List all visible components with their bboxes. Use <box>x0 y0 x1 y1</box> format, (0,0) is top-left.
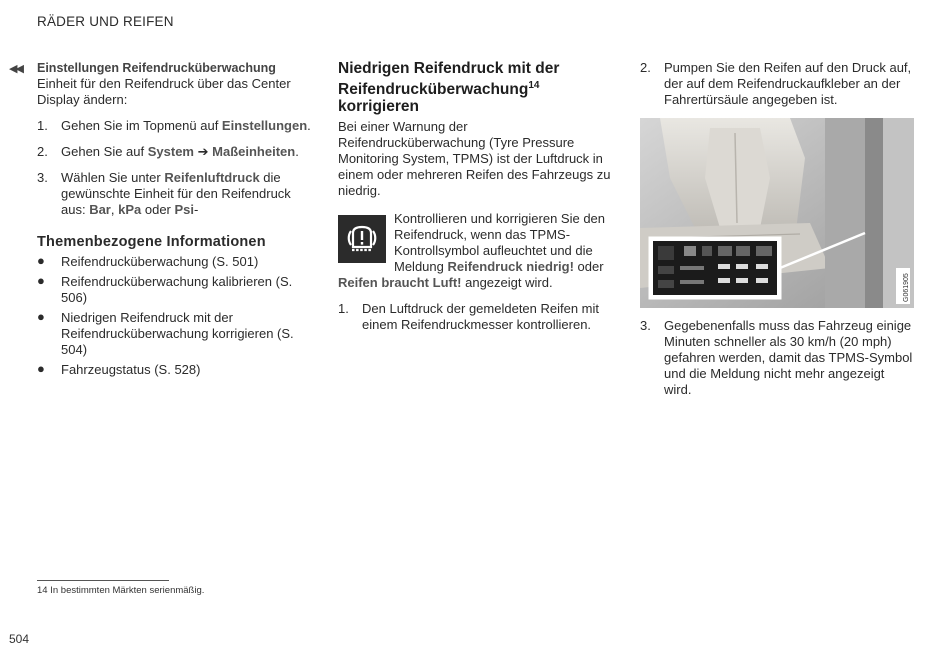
bullet-icon: ● <box>37 309 45 324</box>
back-arrows-icon[interactable]: ◀◀ <box>9 63 22 75</box>
footnote-ref: 14 <box>528 80 540 91</box>
image-code: G061905 <box>903 273 910 302</box>
related-link-text: Reifendrucküberwachung (S. 501) <box>61 254 259 269</box>
warning-text-part: Kontrollieren und korrigieren Sie den Reifendruck, wenn das TPMS-Kontrollsymbol aufleuchtet und die Meldung <box>394 211 606 275</box>
step-number: 1. <box>338 301 349 317</box>
step-text: oder <box>141 202 175 217</box>
footnote-number: 14 <box>37 585 48 596</box>
tpms-warning-icon <box>338 215 386 263</box>
related-link-text: Reifendrucküberwachung kalibrieren (S. 506) <box>61 274 293 305</box>
related-list <box>37 254 312 378</box>
step-text: Wählen Sie unter <box>61 170 165 185</box>
list-item <box>37 144 312 160</box>
section-title-text: Niedrigen Reifendruck mit der Reifendrucküberwachung <box>338 60 560 99</box>
related-info-heading: Themenbezogene Informationen <box>37 234 266 250</box>
bullet-icon: ● <box>37 253 45 268</box>
related-link[interactable] <box>37 274 312 306</box>
steps-list <box>338 301 613 333</box>
step-text: , <box>110 202 119 217</box>
list-item <box>37 118 312 134</box>
steps-list <box>640 60 915 108</box>
bullet-icon: ● <box>37 361 45 376</box>
menu-term: Maßeinheiten <box>212 144 296 159</box>
step-text: Gehen Sie im Topmenü auf <box>61 118 222 133</box>
related-link[interactable] <box>37 362 312 378</box>
message-term: Reifendruck niedrig! <box>447 259 574 275</box>
steps-list <box>640 318 915 398</box>
warning-text-part: oder <box>573 259 604 275</box>
arrow-right-icon: ➔ <box>197 144 209 159</box>
footnote-text: In bestimmten Märkten serienmäßig. <box>50 585 205 596</box>
warning-block <box>338 211 613 291</box>
related-link-text: Fahrzeugstatus (S. 528) <box>61 362 201 377</box>
footnote-divider <box>37 580 169 581</box>
menu-term: System <box>147 144 194 159</box>
warning-text-part: angezeigt wird. <box>461 275 553 291</box>
list-item <box>338 301 613 333</box>
step-text: die gewünschte Einheit für den Reifendruck aus: <box>61 170 291 217</box>
list-item <box>37 170 312 218</box>
step-number: 3. <box>37 170 48 185</box>
page-header: RÄDER UND REIFEN <box>37 14 174 29</box>
step-text: Gegebenenfalls muss das Fahrzeug einige Minuten schneller als 30 km/h (20 mph) gefahren werden, damit das TPMS-Symbol und die Meldung nicht mehr angezeigt wird. <box>664 318 913 397</box>
step-text: . <box>295 144 299 159</box>
step-number: 3. <box>640 318 651 333</box>
step-text: Pumpen Sie den Reifen auf den Druck auf, der auf dem Reifendruckaufkleber an der Fahrertürsäule angegeben ist. <box>664 60 912 107</box>
step-text: - <box>194 202 199 217</box>
steps-list <box>37 118 312 218</box>
step-text: . <box>307 118 311 133</box>
section-subhead: Einstellungen Reifendrucküberwachung <box>37 61 276 75</box>
related-link[interactable] <box>37 254 312 270</box>
column-2 <box>338 60 613 333</box>
message-term: Reifen braucht Luft! <box>338 275 462 291</box>
bullet-icon: ● <box>37 273 45 288</box>
related-link-text: Niedrigen Reifendruck mit der Reifendrucküberwachung korrigieren (S. 504) <box>61 310 294 357</box>
unit-option: kPa <box>118 202 142 217</box>
intro-text: Bei einer Warnung der Reifendrucküberwachung (Tyre Pressure Monitoring System, TPMS) ist der Luftdruck in einem oder mehreren Reifen des Fahrzeugs zu niedrig. <box>338 119 611 199</box>
list-item <box>640 60 915 108</box>
related-link[interactable] <box>37 310 312 358</box>
tire-pressure-label-photo <box>640 118 914 308</box>
menu-term: Einstellungen <box>221 118 308 133</box>
footnote <box>37 585 204 596</box>
unit-option: Psi <box>174 202 195 217</box>
list-item <box>640 318 915 398</box>
section-title <box>338 60 613 115</box>
section-title-text: korrigieren <box>338 98 419 116</box>
step-number: 1. <box>37 118 48 133</box>
menu-term: Reifenluftdruck <box>164 170 260 185</box>
step-text: Den Luftdruck der gemeldeten Reifen mit einem Reifendruckmesser kontrollieren. <box>362 301 600 333</box>
step-text: Gehen Sie auf <box>61 144 148 159</box>
intro-text: Einheit für den Reifendruck über das Center Display ändern: <box>37 76 291 107</box>
column-3 <box>640 60 915 398</box>
page-number: 504 <box>9 632 30 646</box>
step-number: 2. <box>640 60 651 75</box>
step-number: 2. <box>37 144 48 159</box>
unit-option: Bar <box>89 202 111 217</box>
column-1 <box>37 60 312 378</box>
